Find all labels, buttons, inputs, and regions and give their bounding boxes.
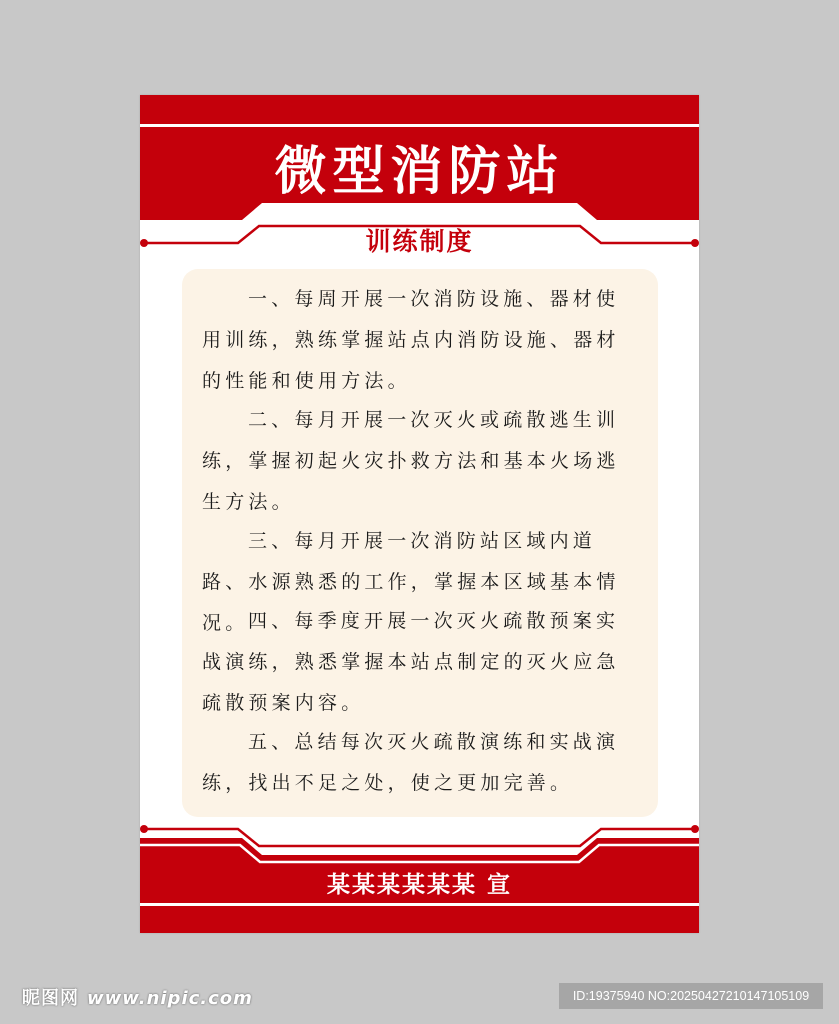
rule-paragraph-1: 一、每周开展一次消防设施、器材使用训练，熟练掌握站点内消防设施、器材的性能和使用方法。 bbox=[202, 288, 620, 392]
site-watermark bbox=[22, 984, 253, 1010]
rules-content-box bbox=[182, 269, 658, 817]
rule-paragraph-2: 二、每月开展一次灭火或疏散逃生训练，掌握初起火灾扑救方法和基本火场逃生方法。 bbox=[202, 409, 620, 513]
poster-footer-publisher: 某某某某某某 宣 bbox=[326, 872, 512, 898]
rule-paragraph-4: 四、每季度开展一次灭火疏散预案实战演练，熟悉掌握本站点制定的灭火应急疏散预案内容。 bbox=[202, 610, 620, 714]
rule-paragraph-3: 三、每月开展一次消防站区域内道路、水源熟悉的工作，掌握本区域基本情况。 bbox=[202, 530, 620, 634]
rule-paragraph-5: 五、总结每次灭火疏散演练和实战演练，找出不足之处，使之更加完善。 bbox=[202, 731, 620, 794]
poster-subtitle: 训练制度 bbox=[365, 227, 474, 256]
poster-title: 微型消防站 bbox=[274, 142, 565, 202]
site-watermark-name: 昵图网 bbox=[22, 988, 79, 1009]
poster bbox=[140, 95, 699, 933]
site-watermark-url: www.nipic.com bbox=[87, 988, 253, 1009]
image-id-watermark: ID:19375940 NO:20250427210147105109 bbox=[559, 983, 823, 1009]
